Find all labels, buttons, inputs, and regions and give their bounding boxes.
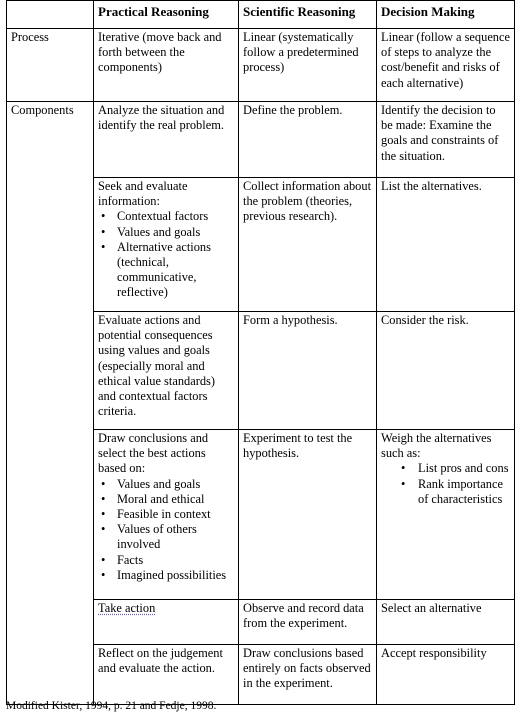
comparison-table [6,0,515,705]
practical-bullet-list [98,477,234,583]
components-label-continued [7,645,94,705]
header-scientific-reasoning: Scientific Reasoning [239,1,377,29]
component-scientific: Observe and record data from the experiment. [239,600,377,645]
list-item: • Facts [98,553,234,568]
component-practical [94,178,239,312]
practical-bullet-list [98,209,234,300]
component-row [7,102,515,178]
component-scientific: Define the problem. [239,102,377,178]
component-decision: Consider the risk. [377,312,515,430]
component-scientific: Form a hypothesis. [239,312,377,430]
list-item: • List pros and cons [381,461,510,476]
header-decision-making: Decision Making [377,1,515,29]
list-item: • Alternative actions (technical, communicative, reflective) [98,240,234,301]
components-label-continued [7,312,94,430]
component-row [7,312,515,430]
process-row [7,29,515,102]
process-scientific: Linear (systematically follow a predetermined process) [239,29,377,102]
component-decision: Identify the decision to be made: Examine the goals and constraints of the situation. [377,102,515,178]
list-item: • Imagined possibilities [98,568,234,583]
header-row [7,1,515,29]
header-blank [7,1,94,29]
list-item: • Values and goals [98,477,234,492]
take-action-text: Take action [98,601,156,615]
components-label: Components [7,102,94,178]
component-scientific: Draw conclusions based entirely on facts observed in the experiment. [239,645,377,705]
list-item: • Values and goals [98,225,234,240]
list-item: • Values of others involved [98,522,234,552]
component-practical: Reflect on the judgement and evaluate the action. [94,645,239,705]
list-item: • Feasible in context [98,507,234,522]
component-decision-intro: Weigh the alternatives such as: [381,431,492,461]
component-row [7,645,515,705]
component-decision [377,430,515,600]
list-item: • Rank importance of characteristics [381,477,510,507]
process-decision: Linear (follow a sequence of steps to analyze the cost/benefit and risks of each alternative) [377,29,515,102]
component-decision: List the alternatives. [377,178,515,312]
component-practical-intro: Draw conclusions and select the best actions based on: [98,431,209,476]
list-item: • Moral and ethical [98,492,234,507]
process-practical: Iterative (move back and forth between the components) [94,29,239,102]
component-practical-intro: Seek and evaluate information: [98,179,188,209]
component-row [7,178,515,312]
source-caption: Modified Kister, 1994, p. 21 and Fedje, 1998. [6,700,217,712]
component-scientific: Experiment to test the hypothesis. [239,430,377,600]
component-decision: Select an alternative [377,600,515,645]
component-row [7,600,515,645]
header-practical-reasoning: Practical Reasoning [94,1,239,29]
component-practical: Analyze the situation and identify the real problem. [94,102,239,178]
components-label-continued [7,430,94,600]
component-row [7,430,515,600]
process-label: Process [7,29,94,102]
component-scientific: Collect information about the problem (theories, previous research). [239,178,377,312]
component-decision: Accept responsibility [377,645,515,705]
component-practical [94,600,239,645]
component-practical [94,430,239,600]
component-practical: Evaluate actions and potential consequences using values and goals (especially moral and ethical value standards) and contextual factors criteria. [94,312,239,430]
components-label-continued [7,600,94,645]
list-item: • Contextual factors [98,209,234,224]
components-label-continued [7,178,94,312]
decision-bullet-list [381,461,510,507]
